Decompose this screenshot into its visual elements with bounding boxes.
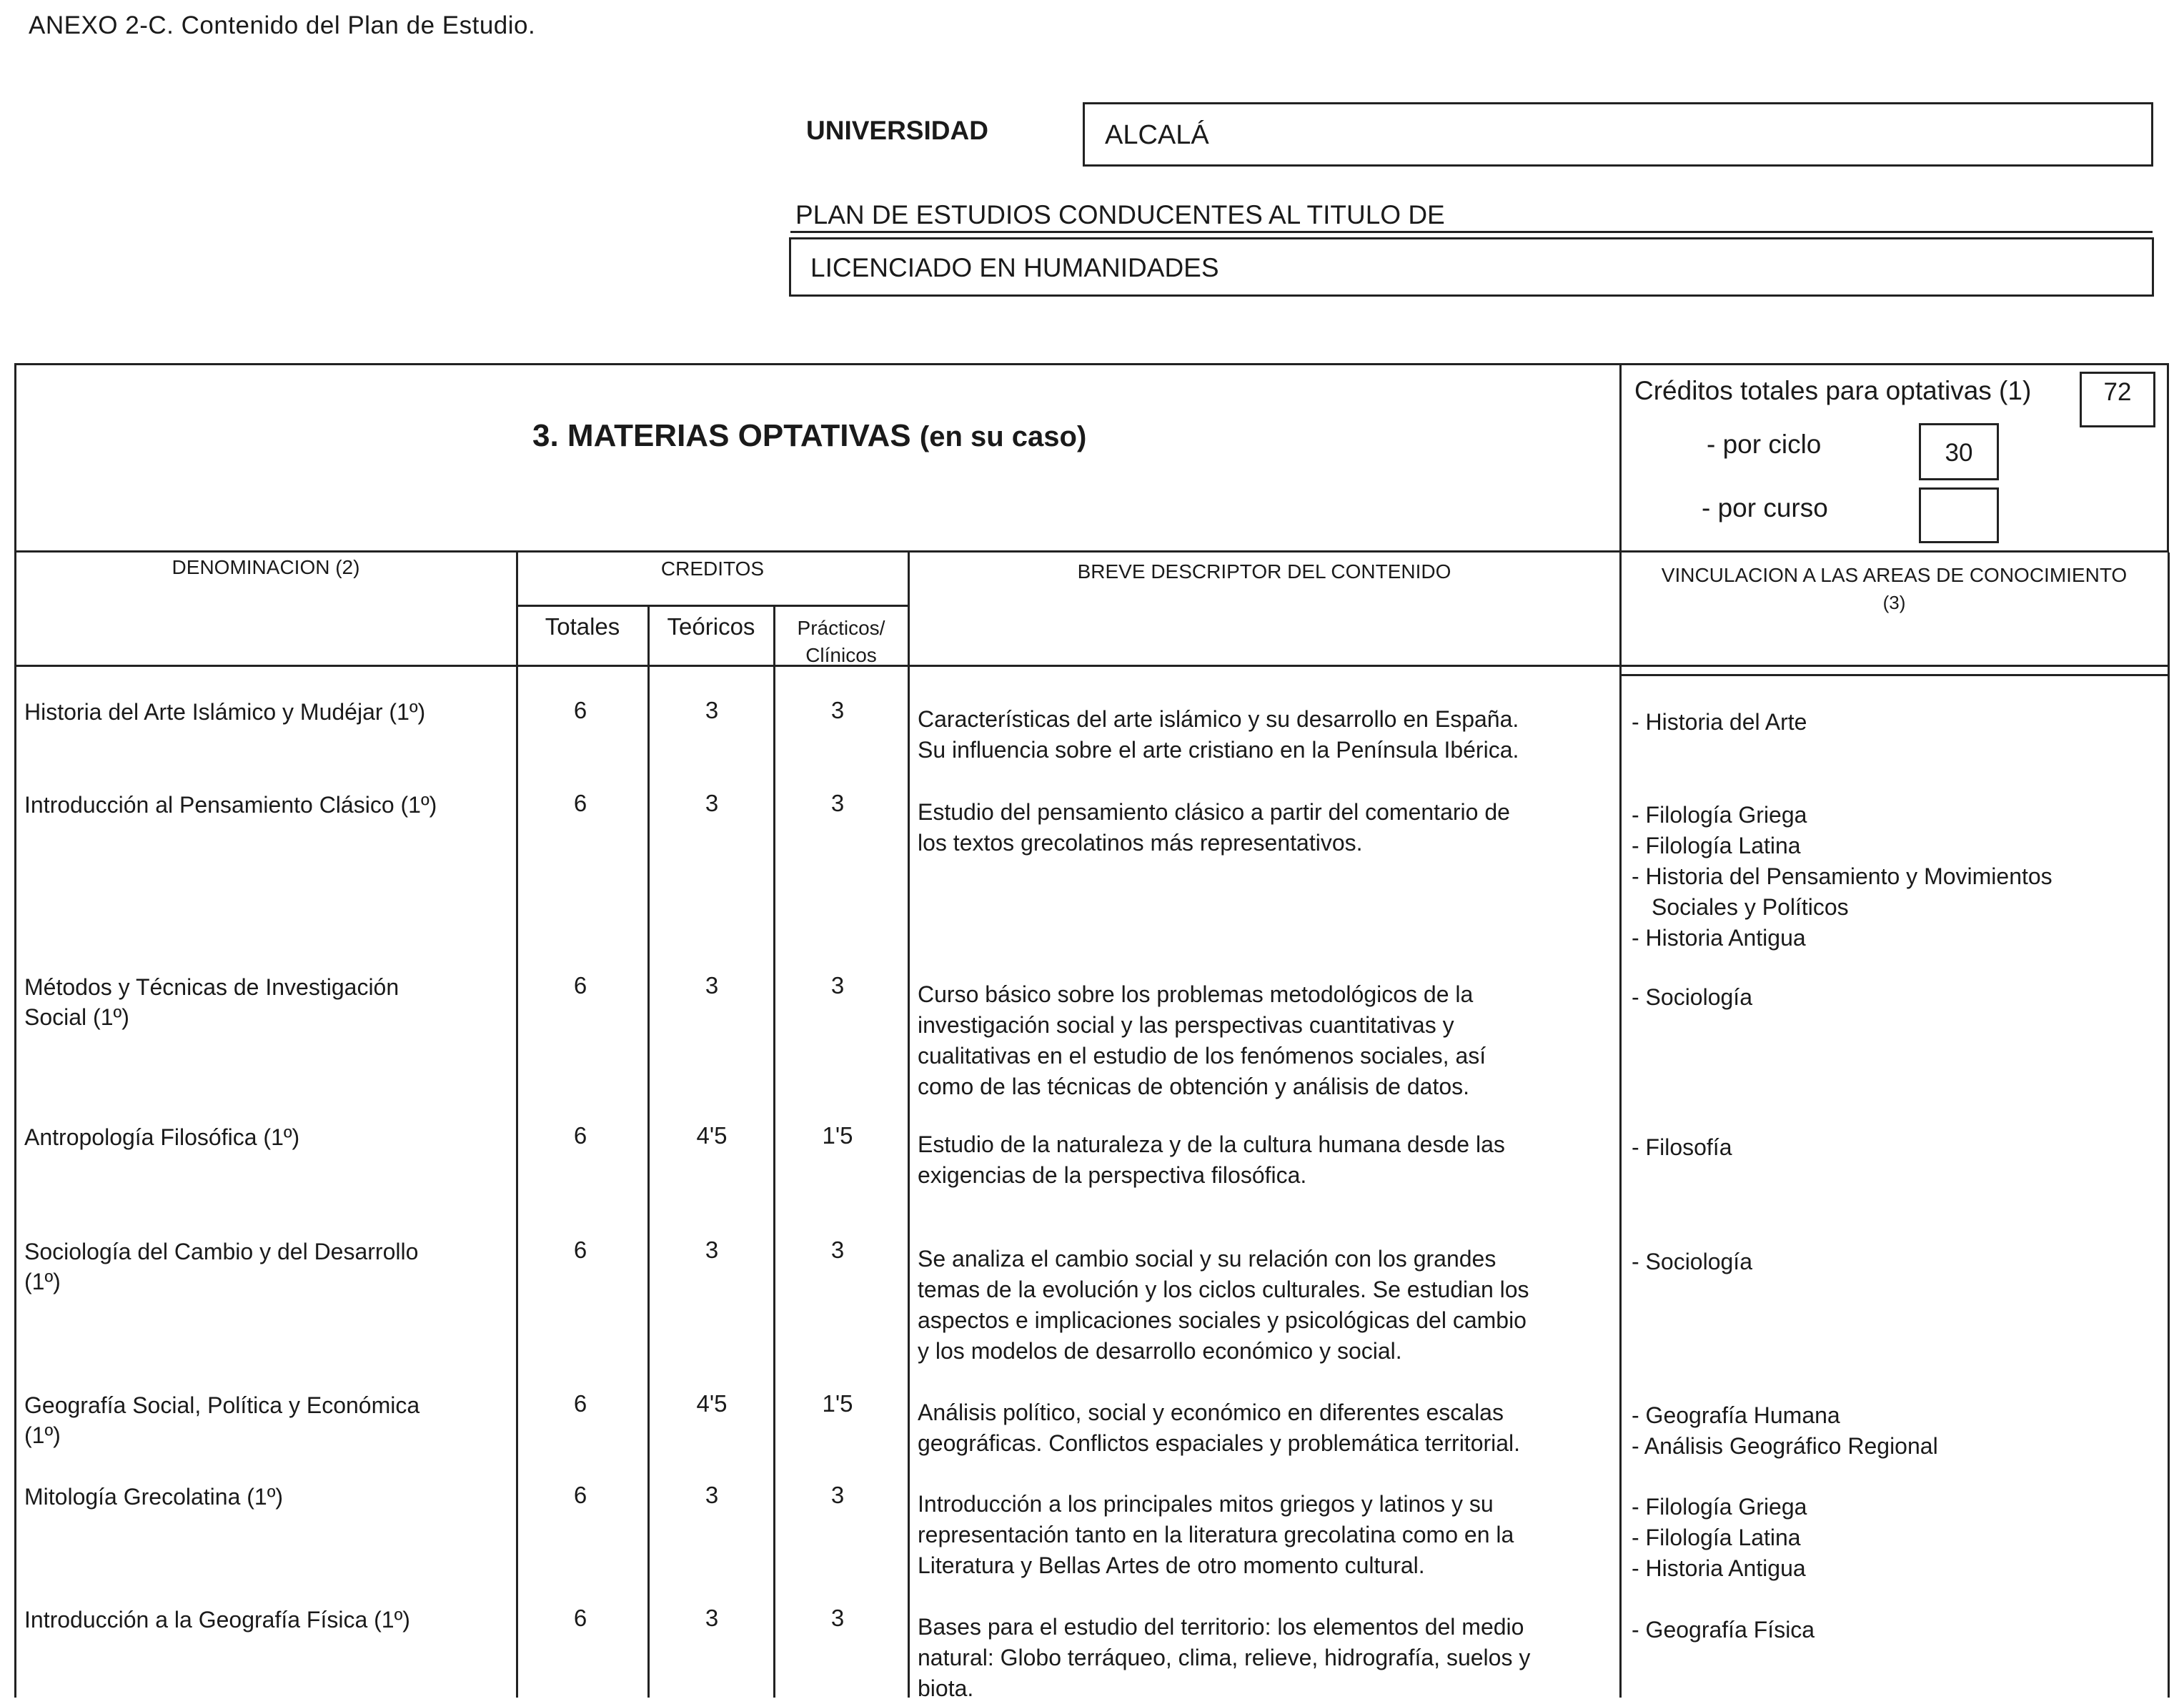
row-denominacion — [24, 790, 510, 820]
col-divider-3 — [773, 606, 775, 1698]
row-totales: 6 — [573, 1605, 587, 1631]
titulo-value: LICENCIADO EN HUMANIDADES — [810, 253, 1219, 282]
row-vinculacion — [1632, 800, 2160, 953]
col-header-practicos-line1: Prácticos/ — [797, 617, 885, 639]
row-denominacion — [24, 1482, 510, 1512]
descriptor-line: Literatura y Bellas Artes de otro momento cultural. — [918, 1552, 1425, 1578]
row-denominacion — [24, 697, 510, 727]
descriptor-line: aspectos e implicaciones sociales y psicológicas del cambio — [918, 1307, 1527, 1333]
row-totales: 6 — [573, 1482, 587, 1508]
row-totales: 6 — [573, 790, 587, 816]
por-ciclo-value: 30 — [1945, 439, 1973, 467]
row-denominacion — [24, 1605, 510, 1635]
row-practicos: 3 — [830, 1482, 845, 1508]
row-totales: 6 — [573, 697, 587, 723]
row-totales: 6 — [573, 1122, 587, 1149]
area-item: - Sociología — [1632, 1249, 1752, 1274]
col-header-vinculacion-line1: VINCULACION A LAS AREAS DE CONOCIMIENTO — [1661, 564, 2128, 586]
row-teoricos: 3 — [705, 972, 719, 999]
header-bottom-line — [14, 665, 2170, 667]
denominacion-line: Social (1º) — [24, 1004, 129, 1030]
row-practicos: 3 — [830, 972, 845, 999]
descriptor-line: Estudio de la naturaleza y de la cultura humana desde las — [918, 1131, 1505, 1157]
row-practicos: 1'5 — [822, 1390, 853, 1417]
row-vinculacion — [1632, 1132, 2160, 1163]
row-teoricos: 3 — [705, 1482, 719, 1508]
row-descriptor — [918, 797, 1611, 858]
plan-label: PLAN DE ESTUDIOS CONDUCENTES AL TITULO DE — [795, 200, 1445, 229]
section-title — [532, 418, 1086, 454]
row-vinculacion — [1632, 707, 2160, 738]
annex-title: ANEXO 2-C. Contenido del Plan de Estudio. — [29, 11, 536, 39]
row-descriptor — [918, 979, 1611, 1102]
col-header-descriptor: BREVE DESCRIPTOR DEL CONTENIDO — [1077, 560, 1451, 583]
descriptor-line: cualitativas en el estudio de los fenómenos sociales, así — [918, 1043, 1486, 1069]
row-practicos: 3 — [830, 790, 845, 816]
col-header-practicos-line2: Clínicos — [805, 644, 877, 666]
descriptor-line: temas de la evolución y los ciclos culturales. Se estudian los — [918, 1277, 1529, 1302]
vinculacion-header-line — [1619, 674, 2170, 676]
por-curso-label: - por curso — [1702, 493, 1828, 522]
descriptor-line: Estudio del pensamiento clásico a partir del comentario de — [918, 799, 1510, 825]
descriptor-line: geográficas. Conflictos espaciales y problemática territorial. — [918, 1430, 1521, 1456]
universidad-value: ALCALÁ — [1105, 120, 1209, 150]
area-item: - Historia del Arte — [1632, 709, 1807, 735]
row-teoricos: 4'5 — [696, 1122, 728, 1149]
row-teoricos: 3 — [705, 1237, 719, 1263]
col-header-creditos: CREDITOS — [660, 558, 765, 580]
descriptor-line: exigencias de la perspectiva filosófica. — [918, 1162, 1307, 1188]
descriptor-line: Características del arte islámico y su desarrollo en España. — [918, 706, 1519, 732]
area-item: - Filología Latina — [1632, 1525, 1801, 1550]
descriptor-line: Su influencia sobre el arte cristiano en la Península Ibérica. — [918, 737, 1519, 763]
area-item: - Geografía Humana — [1632, 1402, 1840, 1428]
col-header-totales: Totales — [545, 613, 620, 640]
denominacion-line: Mitología Grecolatina (1º) — [24, 1484, 284, 1510]
row-descriptor — [918, 704, 1611, 766]
row-practicos: 3 — [830, 1237, 845, 1263]
row-teoricos: 3 — [705, 790, 719, 816]
row-practicos: 1'5 — [822, 1122, 853, 1149]
por-curso-box — [1919, 487, 1999, 543]
table-right-border — [2168, 553, 2170, 1698]
row-practicos: 3 — [830, 697, 845, 723]
col-divider-5 — [1619, 553, 1622, 1698]
col-header-teoricos: Teóricos — [667, 613, 755, 640]
universidad-label: UNIVERSIDAD — [806, 116, 988, 145]
row-denominacion — [24, 1122, 510, 1152]
area-item: - Historia Antigua — [1632, 1555, 1806, 1581]
row-vinculacion — [1632, 982, 2160, 1013]
col-header-vinculacion-line2: (3) — [1882, 592, 1906, 613]
titulo-box — [789, 237, 2154, 297]
row-descriptor — [918, 1129, 1611, 1191]
area-item: - Filología Latina — [1632, 833, 1801, 858]
descriptor-line: los textos grecolatinos más representativos. — [918, 830, 1363, 856]
row-totales: 6 — [573, 1237, 587, 1263]
denominacion-line: Introducción al Pensamiento Clásico (1º) — [24, 792, 437, 818]
descriptor-line: natural: Globo terráqueo, clima, relieve, hidrografía, suelos y — [918, 1645, 1531, 1670]
descriptor-line: Bases para el estudio del territorio: los elementos del medio — [918, 1614, 1524, 1640]
row-vinculacion — [1632, 1492, 2160, 1584]
col-divider-2 — [647, 606, 650, 1698]
col-divider-4 — [908, 553, 910, 1698]
creditos-subheader-line — [516, 605, 909, 607]
area-item: - Filosofía — [1632, 1134, 1732, 1160]
area-item: - Análisis Geográfico Regional — [1632, 1433, 1938, 1459]
denominacion-line: (1º) — [24, 1269, 61, 1294]
denominacion-line: Historia del Arte Islámico y Mudéjar (1º) — [24, 699, 426, 725]
row-vinculacion — [1632, 1615, 2160, 1645]
section-title-main: 3. MATERIAS OPTATIVAS — [532, 418, 911, 453]
row-descriptor — [918, 1489, 1611, 1581]
descriptor-line: Introducción a los principales mitos griegos y latinos y su — [918, 1491, 1494, 1517]
area-item: - Historia Antigua — [1632, 925, 1806, 951]
col-header-practicos — [775, 615, 908, 669]
area-item: - Filología Griega — [1632, 802, 1807, 828]
denominacion-line: Introducción a la Geografía Física (1º) — [24, 1607, 410, 1633]
row-descriptor — [918, 1244, 1611, 1367]
area-item: Sociales y Políticos — [1652, 894, 1849, 920]
col-header-denominacion: DENOMINACION (2) — [172, 556, 360, 578]
row-denominacion — [24, 1390, 510, 1450]
row-descriptor — [918, 1612, 1611, 1704]
row-teoricos: 4'5 — [696, 1390, 728, 1417]
plan-underline — [790, 231, 2153, 233]
row-vinculacion — [1632, 1247, 2160, 1277]
descriptor-line: biota. — [918, 1675, 974, 1701]
descriptor-line: Análisis político, social y económico en diferentes escalas — [918, 1400, 1504, 1425]
creditos-totales-label: Créditos totales para optativas (1) — [1634, 376, 2032, 405]
area-item: - Filología Griega — [1632, 1494, 1807, 1520]
creditos-totales-value: 72 — [2103, 378, 2132, 406]
row-vinculacion — [1632, 1400, 2160, 1462]
row-totales: 6 — [573, 1390, 587, 1417]
area-item: - Historia del Pensamiento y Movimientos — [1632, 863, 2053, 889]
area-item: - Geografía Física — [1632, 1617, 1815, 1643]
denominacion-line: (1º) — [24, 1422, 61, 1448]
table-left-border — [14, 553, 16, 1698]
area-item: - Sociología — [1632, 984, 1752, 1010]
por-ciclo-label: - por ciclo — [1707, 430, 1822, 459]
row-teoricos: 3 — [705, 1605, 719, 1631]
descriptor-line: como de las técnicas de obtención y análisis de datos. — [918, 1074, 1470, 1099]
denominacion-line: Sociología del Cambio y del Desarrollo — [24, 1239, 419, 1264]
denominacion-line: Geografía Social, Política y Económica — [24, 1392, 420, 1418]
row-practicos: 3 — [830, 1605, 845, 1631]
row-denominacion — [24, 972, 510, 1032]
denominacion-line: Antropología Filosófica (1º) — [24, 1124, 300, 1150]
row-denominacion — [24, 1237, 510, 1297]
descriptor-line: Se analiza el cambio social y su relación con los grandes — [918, 1246, 1496, 1272]
creditos-totales-box — [2080, 372, 2155, 427]
row-descriptor — [918, 1397, 1611, 1459]
descriptor-line: Curso básico sobre los problemas metodológicos de la — [918, 981, 1474, 1007]
descriptor-line: y los modelos de desarrollo económico y social. — [918, 1338, 1402, 1364]
row-teoricos: 3 — [705, 697, 719, 723]
col-header-vinculacion — [1621, 562, 2168, 616]
descriptor-line: representación tanto en la literatura grecolatina como en la — [918, 1522, 1514, 1547]
denominacion-line: Métodos y Técnicas de Investigación — [24, 974, 399, 1000]
section-title-sub: (en su caso) — [919, 421, 1087, 452]
universidad-box — [1083, 102, 2153, 167]
descriptor-line: investigación social y las perspectivas cuantitativas y — [918, 1012, 1454, 1038]
por-ciclo-box — [1919, 423, 1999, 480]
row-totales: 6 — [573, 972, 587, 999]
